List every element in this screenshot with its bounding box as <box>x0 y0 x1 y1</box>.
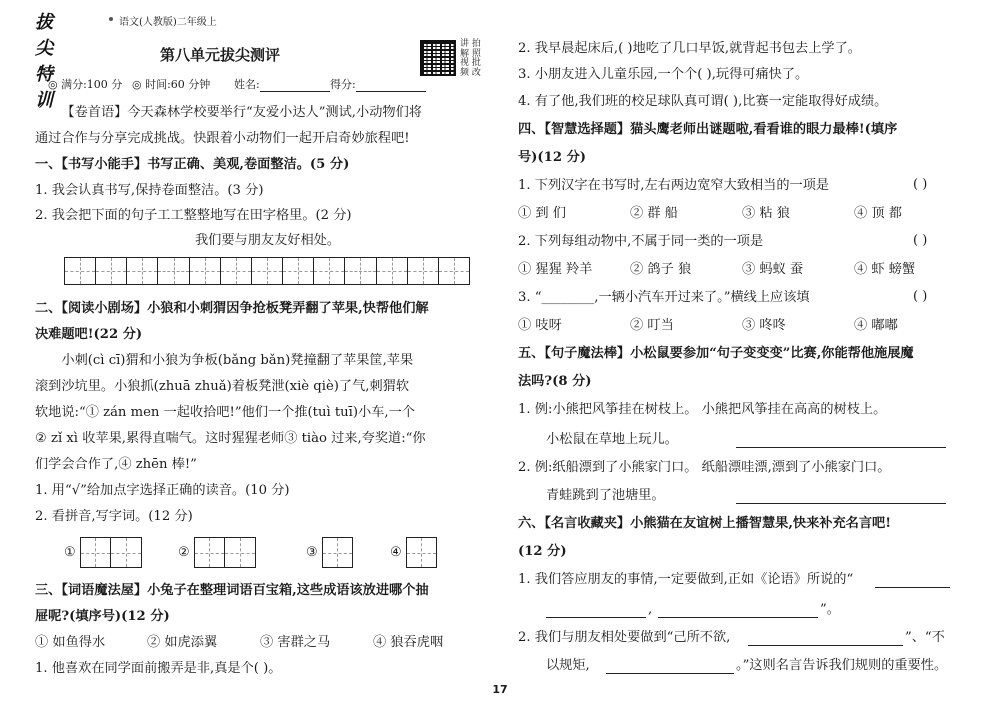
section-4-title-line-1: 四、【智慧选择题】猫头鹰老师出谜题啦,看看谁的眼力最棒!(填序 <box>518 122 898 137</box>
section-3-title-line-2: 屉呢?(填序号)(12 分) <box>35 609 170 624</box>
idiom-option-3: ③ 害群之马 <box>260 635 331 650</box>
s4-q3-option-3: ③ 咚咚 <box>742 318 786 333</box>
grid-cell[interactable] <box>314 258 345 284</box>
s6-question-2: 2. 我们与朋友相处要做到“己所不欲, <box>518 630 731 645</box>
s5-q2-sentence: 青蛙跳到了池塘里。 <box>546 488 665 503</box>
box-label: ④ <box>390 545 402 560</box>
s4-q1-option-2: ② 群 船 <box>630 206 678 221</box>
reading-passage-line-4: ② zǐ xì 收苹果,累得直喘气。这时猩猩老师③ tiào 过来,夸奖道:“你 <box>35 431 426 446</box>
grid-cell[interactable] <box>96 258 127 284</box>
idiom-option-4: ④ 狼吞虎咽 <box>373 635 444 650</box>
name-field[interactable] <box>234 76 330 92</box>
grid-cell[interactable] <box>283 258 314 284</box>
s4-q3-option-2: ② 叮当 <box>630 318 674 333</box>
s1-copy-sentence: 我们要与朋友友好相处。 <box>195 233 341 248</box>
grid-cell[interactable] <box>65 258 96 284</box>
s1-question-2: 2. 我会把下面的句子工工整整地写在田字格里。(2 分) <box>35 208 352 223</box>
s6-q2-mid: ”、“不 <box>905 630 945 645</box>
s3-question-2: 2. 我早晨起床后,( )地吃了几口早饭,就背起书包去上学了。 <box>518 41 861 56</box>
qr-caption: 讲 拍 解 照 视 批 频 改 <box>460 39 481 78</box>
answer-box-group-1[interactable] <box>64 537 142 568</box>
s3-question-3: 3. 小朋友进入儿童乐园,一个个( ),玩得可痛快了。 <box>518 67 809 82</box>
section-2-title-line-2: 决难题吧!(22 分) <box>35 327 143 342</box>
s4-question-2: 2. 下列每组动物中,不属于同一类的一项是 <box>518 234 764 249</box>
box-label: ② <box>178 545 190 560</box>
s5-question-2: 2. 例:纸船漂到了小熊家门口。 纸船漂哇漂,漂到了小熊家门口。 <box>518 460 891 475</box>
answer-box[interactable] <box>225 537 256 568</box>
s4-q1-option-4: ④ 顶 都 <box>854 206 902 221</box>
s4-q3-answer-paren[interactable]: ( ) <box>913 289 928 304</box>
idiom-option-2: ② 如虎添翼 <box>147 635 218 650</box>
section-2-title-line-1: 二、【阅读小剧场】小狼和小刺猬因争抢板凳弄翻了苹果,快帮他们解 <box>35 301 429 316</box>
s4-q3-option-4: ④ 嘟嘟 <box>854 318 898 333</box>
answer-box[interactable] <box>322 537 353 568</box>
answer-box-group-4[interactable] <box>390 537 437 568</box>
s4-q2-option-3: ③ 蚂蚁 蚕 <box>742 262 804 277</box>
grid-cell[interactable] <box>345 258 376 284</box>
score-field[interactable] <box>330 76 426 92</box>
s6-question-1: 1. 我们答应朋友的事情,一定要做到,正如《论语》所说的“ <box>518 572 854 587</box>
s4-question-3: 3. “________,一辆小汽车开过来了。”横线上应该填 <box>518 290 810 305</box>
brand-logo: 拔尖特训 <box>35 12 54 111</box>
grid-cell[interactable] <box>190 258 221 284</box>
grid-cell[interactable] <box>439 258 469 284</box>
s6-q1-answer-line-1[interactable] <box>875 587 950 588</box>
s4-q2-option-4: ④ 虾 螃蟹 <box>854 262 916 277</box>
s1-question-1: 1. 我会认真书写,保持卷面整洁。(3 分) <box>35 183 264 198</box>
grid-cell[interactable] <box>158 258 189 284</box>
grid-cell[interactable] <box>127 258 158 284</box>
intro-line-2: 通过合作与分享完成挑战。快跟着小动物们一起开启奇妙旅程吧! <box>35 131 410 146</box>
intro-line-1: 【卷首语】今天森林学校要举行“友爱小达人”测试,小动物们将 <box>61 105 422 120</box>
answer-box[interactable] <box>194 537 225 568</box>
s6-q2-end: 。”这则名言告诉我们规则的重要性。 <box>736 658 948 673</box>
score-blank[interactable] <box>356 80 426 92</box>
answer-box-group-3[interactable] <box>306 537 353 568</box>
page-title: 第八单元拔尖测评 <box>159 46 280 64</box>
s4-q1-option-1: ① 到 们 <box>518 206 566 221</box>
page-number: 17 <box>492 683 508 696</box>
grid-cell[interactable] <box>221 258 252 284</box>
idiom-option-1: ① 如鱼得水 <box>35 635 106 650</box>
s4-q2-answer-paren[interactable]: ( ) <box>913 233 928 248</box>
score-label: 得分: <box>330 78 356 91</box>
s4-question-1: 1. 下列汉字在书写时,左右两边宽窄大致相当的一项是 <box>518 178 830 193</box>
s4-q3-option-1: ① 吱呀 <box>518 318 562 333</box>
s2-question-2: 2. 看拼音,写字词。(12 分) <box>35 509 193 524</box>
answer-box[interactable] <box>111 537 142 568</box>
s6-q1-answer-line-3[interactable] <box>658 617 818 618</box>
s5-q1-answer-line[interactable] <box>736 447 946 448</box>
name-label: 姓名: <box>234 78 260 91</box>
reading-passage-line-5: 们学会合作了,④ zhēn 棒!” <box>35 457 197 472</box>
grid-cell[interactable] <box>408 258 439 284</box>
grid-cell[interactable] <box>377 258 408 284</box>
s5-question-1: 1. 例:小熊把风筝挂在树枝上。 小熊把风筝挂在高高的树枝上。 <box>518 402 887 417</box>
time-limit: ◎ 时间:60 分钟 <box>132 78 211 91</box>
qr-code-icon[interactable] <box>420 40 456 76</box>
s6-q1-comma: , <box>648 602 653 617</box>
section-1-title: 一、【书写小能手】书写正确、美观,卷面整洁。(5 分) <box>35 157 350 172</box>
section-5-title-line-1: 五、【句子魔法棒】小松鼠要参加“句子变变变”比赛,你能帮他施展魔 <box>518 346 914 361</box>
full-score: ◎ 满分:100 分 <box>48 78 123 91</box>
s6-q2-answer-line-1[interactable] <box>748 645 903 646</box>
answer-box-group-2[interactable] <box>178 537 256 568</box>
separator-dot-icon <box>109 17 113 21</box>
s6-q1-close: ”。 <box>820 602 840 617</box>
s4-q1-answer-paren[interactable]: ( ) <box>913 177 928 192</box>
s5-q2-answer-line[interactable] <box>736 503 946 504</box>
section-4-title-line-2: 号)(12 分) <box>518 150 587 165</box>
s6-q2-answer-line-2[interactable] <box>606 673 734 674</box>
s5-q1-sentence: 小松鼠在草地上玩儿。 <box>546 432 678 447</box>
reading-passage-line-2: 滚到沙坑里。小狼抓(zhuā zhuǎ)着板凳泄(xiè qiè)了气,刺猬软 <box>35 379 410 394</box>
s4-q1-option-3: ③ 粘 狼 <box>742 206 790 221</box>
answer-box[interactable] <box>406 537 437 568</box>
section-5-title-line-2: 法吗?(8 分) <box>518 374 592 389</box>
s3-question-1: 1. 他喜欢在同学面前搬弄是非,真是个( )。 <box>35 661 282 676</box>
reading-passage-line-3: 软地说:“① zán men 一起收拾吧!”他们一个推(tuì tuī)小车,一个 <box>35 405 415 420</box>
section-6-title-line-2: (12 分) <box>518 544 567 559</box>
s6-q1-answer-line-2[interactable] <box>546 617 646 618</box>
grid-cell[interactable] <box>252 258 283 284</box>
s6-q2-cont: 以规矩, <box>546 658 590 673</box>
box-label: ① <box>64 545 76 560</box>
s2-question-1: 1. 用“√”给加点字选择正确的读音。(10 分) <box>35 483 290 498</box>
section-3-title-line-1: 三、【词语魔法屋】小兔子在整理词语百宝箱,这些成语该放进哪个抽 <box>35 583 429 598</box>
tianzige-grid[interactable] <box>64 257 470 285</box>
s4-q2-option-2: ② 鸽子 狼 <box>630 262 692 277</box>
name-blank[interactable] <box>260 80 330 92</box>
book-subtitle: 语文(人教版)二年级上 <box>119 17 217 28</box>
answer-box[interactable] <box>80 537 111 568</box>
reading-passage-line-1: 小刺(cì cī)猬和小狼为争板(bǎng bǎn)凳撞翻了苹果筐,苹果 <box>61 353 414 368</box>
box-label: ③ <box>306 545 318 560</box>
s3-question-4: 4. 有了他,我们班的校足球队真可谓( ),比赛一定能取得好成绩。 <box>518 94 888 109</box>
s4-q2-option-1: ① 猩猩 羚羊 <box>518 262 593 277</box>
section-6-title-line-1: 六、【名言收藏夹】小熊猫在友谊树上播智慧果,快来补充名言吧! <box>518 516 892 531</box>
